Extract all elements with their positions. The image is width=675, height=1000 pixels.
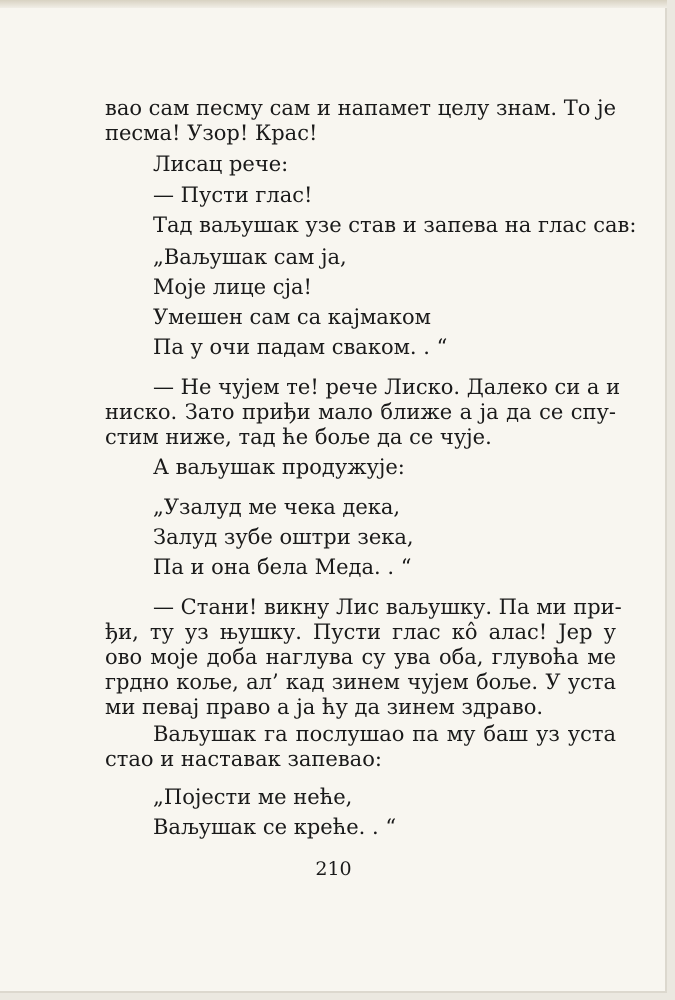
text-line: ниско. Зато приђи мало ближе а ја да се спу- <box>105 400 616 424</box>
text-line: — Пусти глас! <box>153 183 313 207</box>
text-line: песма! Узор! Крас! <box>105 121 318 145</box>
text-line: стим ниже, тад ће боље да се чује. <box>105 425 492 449</box>
text-line: Тад ваљушак узе став и запева на глас сав: <box>153 213 637 237</box>
verse-line: „Појести ме неће, <box>153 785 353 809</box>
text-line: стао и наставак запевао: <box>105 747 382 771</box>
text-line: ово моје доба наглува су ува оба, глувоћа ме <box>105 645 616 669</box>
text-line: грдно коље, ал’ кад зинем чујем боље. У уста <box>105 670 616 694</box>
verse-line: „Узалуд ме чека дека, <box>153 495 401 519</box>
verse-line: Умешен сам са кајмаком <box>153 305 431 329</box>
text-line: вао сам песму сам и напамет целу знам. То је <box>105 96 616 120</box>
text-line: А ваљушак продужује: <box>153 455 405 479</box>
verse-line: „Ваљушак сам ја, <box>153 245 347 269</box>
page-top-edge <box>0 0 667 8</box>
text-line: ђи, ту уз њушку. Пусти глас кô алас! Јер у <box>105 620 616 644</box>
text-line: — Не чујем те! рече Лиско. Далеко си а и <box>153 375 621 399</box>
text-line: Ваљушак га послушао па му баш уз уста <box>153 722 616 746</box>
verse-line: Ваљушак се креће. . “ <box>153 815 397 839</box>
verse-line: Залуд зубе оштри зека, <box>153 525 414 549</box>
text-line: — Стани! викну Лис ваљушку. Па ми при- <box>153 595 622 619</box>
text-line: Лисац рече: <box>153 152 289 176</box>
verse-line: Па и она бела Меда. . “ <box>153 555 412 579</box>
verse-line: Па у очи падам сваком. . “ <box>153 335 448 359</box>
verse-line: Моје лице сја! <box>153 275 312 299</box>
page-number: 210 <box>315 858 352 880</box>
text-line: ми певај право а ја ћу да зинем здраво. <box>105 695 544 719</box>
